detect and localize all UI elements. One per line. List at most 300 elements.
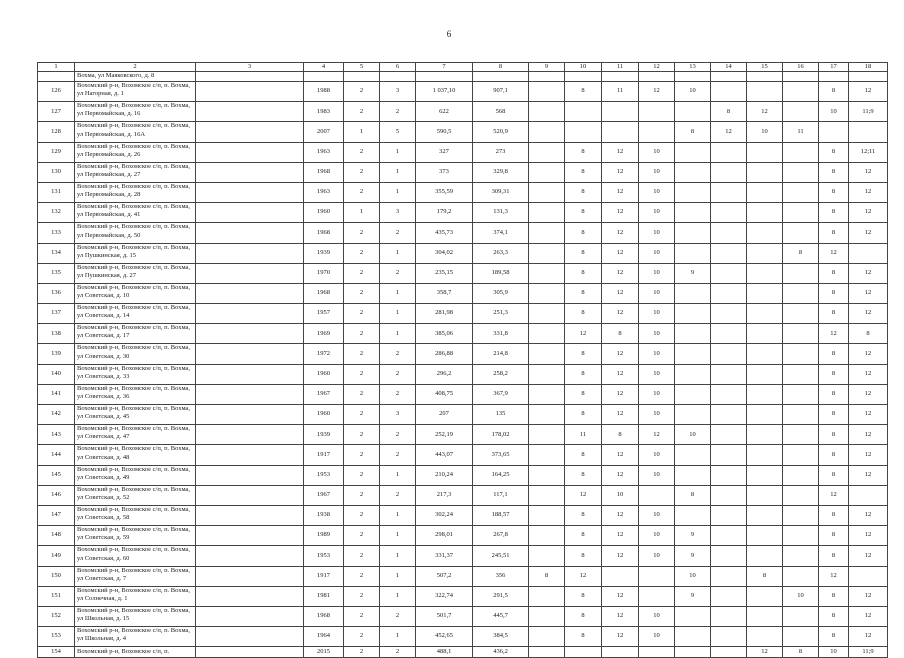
table-row	[38, 364, 888, 384]
table-cell: 452,65	[416, 627, 473, 647]
table-cell: 2	[344, 364, 380, 384]
table-cell: 305,9	[473, 283, 529, 303]
table-cell: 8	[819, 223, 849, 243]
table-cell	[196, 142, 304, 162]
table-cell	[711, 243, 747, 263]
table-cell: 8	[565, 364, 602, 384]
table-cell: 356	[473, 566, 529, 586]
table-cell: 15	[747, 63, 783, 72]
table-cell	[711, 283, 747, 303]
table-cell: 8	[565, 606, 602, 626]
table-cell	[639, 485, 675, 505]
table-row	[38, 263, 888, 283]
table-row	[38, 485, 888, 505]
table-cell: 8	[565, 546, 602, 566]
table-cell: 2	[344, 526, 380, 546]
table-cell	[529, 465, 565, 485]
table-cell: 9	[675, 586, 711, 606]
table-cell: 258,2	[473, 364, 529, 384]
table-cell: 2	[344, 586, 380, 606]
table-cell: 8	[783, 243, 819, 263]
address-cell: Вохомский р-н, Вохомское с/п, п. Вохма, ул Советская, д. 30	[75, 344, 196, 364]
table-cell: 2	[380, 223, 416, 243]
table-cell: 10	[819, 647, 849, 658]
table-cell	[783, 505, 819, 525]
table-cell: 291,5	[473, 586, 529, 606]
table-cell	[711, 364, 747, 384]
table-cell: 1960	[304, 203, 344, 223]
table-cell	[711, 142, 747, 162]
table-cell: 8	[565, 627, 602, 647]
table-cell	[602, 102, 639, 122]
table-cell: 12	[819, 243, 849, 263]
table-cell	[747, 586, 783, 606]
table-cell: 286,88	[416, 344, 473, 364]
table-cell: 8	[565, 203, 602, 223]
table-cell	[675, 364, 711, 384]
table-row	[38, 546, 888, 566]
table-cell	[675, 606, 711, 626]
table-cell: 12	[711, 122, 747, 142]
table-cell: 178,02	[473, 425, 529, 445]
table-cell: 12	[602, 364, 639, 384]
table-cell	[196, 465, 304, 485]
table-cell: 501,7	[416, 606, 473, 626]
table-cell	[675, 182, 711, 202]
table-cell: 141	[38, 384, 75, 404]
table-cell: 10	[639, 142, 675, 162]
table-row	[38, 445, 888, 465]
table-cell: 408,75	[416, 384, 473, 404]
table-cell: 8	[819, 546, 849, 566]
table-cell: 153	[38, 627, 75, 647]
table-cell: 2	[344, 142, 380, 162]
table-cell: 2	[344, 627, 380, 647]
table-cell: 12	[602, 405, 639, 425]
table-cell: 10	[639, 182, 675, 202]
table-cell: 445,7	[473, 606, 529, 626]
table-cell: 10	[675, 82, 711, 102]
table-cell: 1	[380, 243, 416, 263]
table-cell: 131,3	[473, 203, 529, 223]
table-cell: 12	[602, 505, 639, 525]
table-cell	[711, 405, 747, 425]
table-cell: 1	[38, 63, 75, 72]
address-cell: Вохомский р-н, Вохомское с/п, п. Вохма, ул Первомайская, д. 41	[75, 203, 196, 223]
table-cell: 1968	[304, 162, 344, 182]
table-cell: 1	[380, 627, 416, 647]
table-cell	[196, 606, 304, 626]
address-cell: Вохомский р-н, Вохомское с/п, п. Вохма, ул Советская, д. 58	[75, 505, 196, 525]
table-cell	[529, 526, 565, 546]
table-cell	[529, 142, 565, 162]
table-cell	[529, 485, 565, 505]
table-cell: 1 037,10	[416, 82, 473, 102]
address-cell: Вохомский р-н, Вохомское с/п, п. Вохма, ул Советская, д. 33	[75, 364, 196, 384]
table-cell	[639, 102, 675, 122]
table-cell: 12	[602, 304, 639, 324]
table-cell: 5	[380, 122, 416, 142]
table-cell: 11	[602, 63, 639, 72]
table-cell: 8	[819, 283, 849, 303]
table-cell: 144	[38, 445, 75, 465]
table-cell: 8	[473, 63, 529, 72]
address-cell: Вохомский р-н, Вохомское с/п, п. Вохма, ул Советская, д. 7	[75, 566, 196, 586]
table-cell	[711, 526, 747, 546]
table-cell: 2	[344, 243, 380, 263]
table-cell: 304,02	[416, 243, 473, 263]
table-cell	[196, 364, 304, 384]
table-cell: 9	[675, 526, 711, 546]
table-cell: 12	[602, 243, 639, 263]
table-cell: 10	[675, 566, 711, 586]
table-cell	[711, 546, 747, 566]
table-cell	[747, 405, 783, 425]
table-cell	[675, 344, 711, 364]
table-cell: 128	[38, 122, 75, 142]
table-cell	[602, 72, 639, 82]
table-cell: 2	[380, 102, 416, 122]
table-cell: 12	[602, 162, 639, 182]
table-cell: 12	[849, 606, 888, 626]
table-cell: 1957	[304, 304, 344, 324]
table-cell: 1	[380, 142, 416, 162]
table-cell: 2	[380, 485, 416, 505]
table-cell: 2	[344, 647, 380, 658]
table-cell: 1988	[304, 82, 344, 102]
table-cell	[529, 304, 565, 324]
table-cell	[529, 223, 565, 243]
table-cell: 2	[344, 82, 380, 102]
table-cell	[196, 283, 304, 303]
address-cell: Вохомский р-н, Вохомское с/п, п. Вохма, ул Первомайская, д. 26	[75, 142, 196, 162]
table-cell	[711, 162, 747, 182]
table-cell: 154	[38, 647, 75, 658]
table-cell	[747, 445, 783, 465]
table-cell: 12	[565, 324, 602, 344]
table-cell	[783, 223, 819, 243]
table-cell: 10	[639, 606, 675, 626]
table-cell: 1	[380, 546, 416, 566]
table-cell: 12	[849, 82, 888, 102]
table-cell: 1960	[304, 405, 344, 425]
table-cell: 2	[344, 304, 380, 324]
table-cell: 298,01	[416, 526, 473, 546]
table-row	[38, 324, 888, 344]
table-cell: 12	[747, 647, 783, 658]
table-cell: 117,1	[473, 485, 529, 505]
table-cell: 12	[639, 425, 675, 445]
table-cell: 273	[473, 142, 529, 162]
table-cell: 2007	[304, 122, 344, 142]
table-cell: 133	[38, 223, 75, 243]
table-cell: 132	[38, 203, 75, 223]
table-cell: 1989	[304, 526, 344, 546]
table-cell: 2	[344, 384, 380, 404]
table-cell	[675, 102, 711, 122]
address-cell: Вохомский р-н, Вохомское с/п, п. Вохма, ул Советская, д. 52	[75, 485, 196, 505]
table-cell	[196, 263, 304, 283]
table-cell	[747, 344, 783, 364]
table-cell: 2	[344, 465, 380, 485]
table-cell: 18	[849, 63, 888, 72]
table-cell	[602, 647, 639, 658]
table-cell: 12	[602, 142, 639, 162]
table-cell: 1969	[304, 324, 344, 344]
table-cell	[529, 162, 565, 182]
table-cell	[783, 405, 819, 425]
table-cell: 8	[783, 647, 819, 658]
table-cell: 8	[565, 586, 602, 606]
table-cell: 8	[565, 445, 602, 465]
table-cell: 8	[565, 142, 602, 162]
table-row	[38, 304, 888, 324]
address-cell: Вохомский р-н, Вохомское с/п, п. Вохма, ул Советская, д. 45	[75, 405, 196, 425]
table-cell: 435,73	[416, 223, 473, 243]
table-cell	[565, 647, 602, 658]
table-cell	[747, 425, 783, 445]
table-cell: 146	[38, 485, 75, 505]
table-cell: 8	[819, 344, 849, 364]
page-number: 6	[446, 29, 452, 39]
table-cell	[783, 283, 819, 303]
table-cell: 136	[38, 283, 75, 303]
table-cell: 8	[819, 505, 849, 525]
table-cell: 1	[380, 162, 416, 182]
table-cell: 152	[38, 606, 75, 626]
table-cell: 149	[38, 546, 75, 566]
table-cell	[849, 72, 888, 82]
table-cell: 12	[849, 425, 888, 445]
table-cell	[675, 223, 711, 243]
table-cell	[196, 526, 304, 546]
address-cell: Вохомский р-н, Вохомское с/п, п. Вохма, ул Пушкинская, д. 15	[75, 243, 196, 263]
table-cell: 10	[602, 485, 639, 505]
table-cell: 10	[675, 425, 711, 445]
table-cell	[196, 82, 304, 102]
table-cell	[196, 586, 304, 606]
table-cell	[747, 243, 783, 263]
address-cell: Вохомский р-н, Вохомское с/п, п. Вохма, ул Пушкинская, д. 27	[75, 263, 196, 283]
address-cell: Вохомский р-н, Вохомское с/п, п. Вохма, ул Первомайская, д. 16	[75, 102, 196, 122]
table-row-last	[38, 647, 888, 658]
table-cell	[747, 465, 783, 485]
table-cell: 331,8	[473, 324, 529, 344]
table-cell: 12	[849, 405, 888, 425]
table-cell: 8	[819, 364, 849, 384]
table-cell: 9	[675, 263, 711, 283]
table-row	[38, 82, 888, 102]
table-cell: 1	[344, 122, 380, 142]
table-cell: 147	[38, 505, 75, 525]
table-cell	[529, 344, 565, 364]
table-cell	[711, 627, 747, 647]
table-cell	[675, 203, 711, 223]
table-cell	[473, 72, 529, 82]
table-cell: 1968	[304, 606, 344, 626]
table-cell: 4	[304, 63, 344, 72]
table-cell: 10	[639, 344, 675, 364]
table-cell	[196, 445, 304, 465]
table-cell: 150	[38, 566, 75, 586]
table-cell	[196, 627, 304, 647]
table-cell	[529, 586, 565, 606]
table-cell: 507,2	[416, 566, 473, 586]
table-cell	[783, 182, 819, 202]
table-cell	[711, 223, 747, 243]
address-cell: Вохомский р-н, Вохомское с/п, п. Вохма, ул Первомайская, д. 16А	[75, 122, 196, 142]
table-cell: 1	[344, 203, 380, 223]
table-cell: 10	[639, 203, 675, 223]
table-cell	[783, 203, 819, 223]
table-row	[38, 425, 888, 445]
table-cell: 2	[380, 606, 416, 626]
table-cell: 131	[38, 182, 75, 202]
table-cell: 12	[849, 384, 888, 404]
table-cell: 135	[473, 405, 529, 425]
table-row	[38, 203, 888, 223]
table-cell: 263,3	[473, 243, 529, 263]
table-cell	[602, 122, 639, 142]
table-cell: 488,1	[416, 647, 473, 658]
table-cell: 3	[380, 203, 416, 223]
table-cell: 139	[38, 344, 75, 364]
address-cell: Вохомский р-н, Вохомское с/п, п. Вохма, ул Солнечная, д. 1	[75, 586, 196, 606]
table-cell: 12	[849, 162, 888, 182]
table-cell	[747, 142, 783, 162]
table-cell	[529, 203, 565, 223]
table-cell: 296,2	[416, 364, 473, 384]
table-cell: 10	[639, 384, 675, 404]
table-cell	[783, 82, 819, 102]
table-cell: 8	[565, 283, 602, 303]
table-cell: 1	[380, 465, 416, 485]
table-cell	[196, 223, 304, 243]
table-cell	[783, 364, 819, 384]
table-cell: 2	[344, 505, 380, 525]
table-cell: 281,98	[416, 304, 473, 324]
table-cell	[711, 566, 747, 586]
table-cell	[529, 405, 565, 425]
table-cell	[529, 324, 565, 344]
table-cell	[529, 182, 565, 202]
table-cell: 1917	[304, 445, 344, 465]
table-cell	[196, 384, 304, 404]
table-cell	[196, 72, 304, 82]
table-cell: 16	[783, 63, 819, 72]
table-cell	[747, 304, 783, 324]
table-row	[38, 344, 888, 364]
table-cell	[639, 647, 675, 658]
address-cell: Вохма, ул Маяковского, д. 8	[75, 72, 196, 82]
table-cell: 12	[849, 586, 888, 606]
table-cell: 12	[565, 566, 602, 586]
table-cell	[675, 304, 711, 324]
table-cell: 1939	[304, 425, 344, 445]
table-row	[38, 102, 888, 122]
table-cell: 12	[639, 63, 675, 72]
table-cell: 2	[344, 445, 380, 465]
table-cell: 385,06	[416, 324, 473, 344]
table-cell	[783, 485, 819, 505]
table-cell: 12	[602, 546, 639, 566]
table-row	[38, 243, 888, 263]
table-cell: 2	[344, 566, 380, 586]
table-cell: 2	[344, 606, 380, 626]
table-row	[38, 142, 888, 162]
table-cell	[747, 283, 783, 303]
table-cell: 12	[849, 526, 888, 546]
table-cell: 8	[819, 142, 849, 162]
table-cell	[783, 102, 819, 122]
table-cell: 8	[711, 102, 747, 122]
table-cell	[675, 324, 711, 344]
table-cell: 8	[819, 203, 849, 223]
table-cell: 11	[783, 122, 819, 142]
table-cell	[747, 72, 783, 82]
address-cell: Вохомский р-н, Вохомское с/п, п. Вохма, ул Первомайская, д. 28	[75, 182, 196, 202]
table-cell: 12	[819, 566, 849, 586]
table-cell: 214,8	[473, 344, 529, 364]
table-cell: 12	[602, 526, 639, 546]
table-cell: 10	[747, 122, 783, 142]
table-cell	[747, 203, 783, 223]
table-cell: 374,1	[473, 223, 529, 243]
table-cell: 8	[565, 304, 602, 324]
table-cell	[849, 122, 888, 142]
table-cell: 1917	[304, 566, 344, 586]
table-cell: 2	[380, 445, 416, 465]
table-cell	[711, 263, 747, 283]
table-cell: 1967	[304, 485, 344, 505]
table-cell: 12	[819, 485, 849, 505]
table-cell: 10	[783, 586, 819, 606]
table-cell	[529, 102, 565, 122]
table-cell	[747, 627, 783, 647]
table-cell: 11;9	[849, 102, 888, 122]
table-cell	[783, 304, 819, 324]
table-cell: 138	[38, 324, 75, 344]
address-cell: Вохомский р-н, Вохомское с/п, п. Вохма, ул Советская, д. 49	[75, 465, 196, 485]
table-cell: 13	[675, 63, 711, 72]
table-cell	[711, 586, 747, 606]
table-cell: 10	[639, 223, 675, 243]
table-cell: 568	[473, 102, 529, 122]
table-cell: 8	[565, 526, 602, 546]
table-cell: 10	[565, 63, 602, 72]
housing-table-container	[37, 62, 888, 658]
table-cell: 8	[675, 122, 711, 142]
table-cell: 3	[380, 405, 416, 425]
table-cell: 17	[819, 63, 849, 72]
table-cell: 10	[639, 162, 675, 182]
table-cell	[529, 82, 565, 102]
table-cell	[711, 505, 747, 525]
table-cell	[783, 324, 819, 344]
table-cell: 2	[344, 485, 380, 505]
table-cell	[747, 606, 783, 626]
table-cell: 8	[819, 606, 849, 626]
table-cell: 329,8	[473, 162, 529, 182]
table-cell: 1	[380, 182, 416, 202]
table-cell: 2	[344, 162, 380, 182]
table-cell	[783, 606, 819, 626]
table-cell	[529, 425, 565, 445]
table-cell: 355,59	[416, 182, 473, 202]
table-cell: 1972	[304, 344, 344, 364]
table-cell: 1953	[304, 465, 344, 485]
table-cell: 12	[849, 465, 888, 485]
